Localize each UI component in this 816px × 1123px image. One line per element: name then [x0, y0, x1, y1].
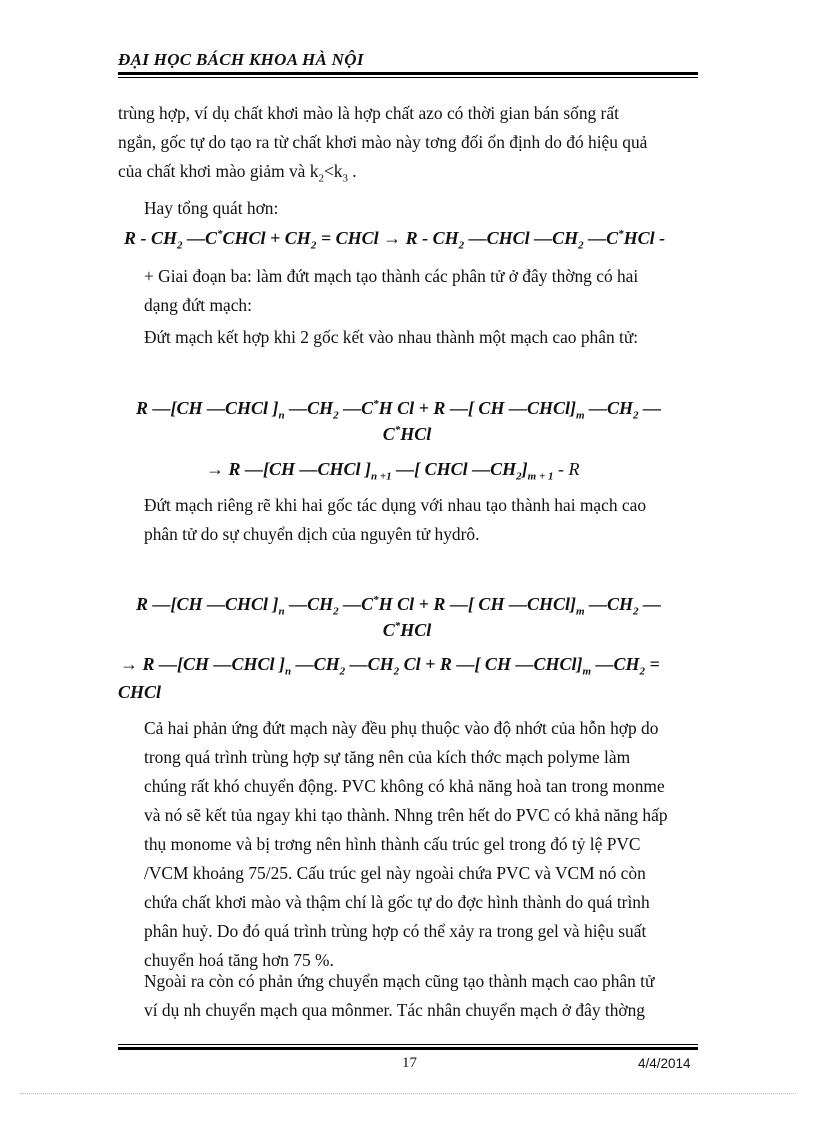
- text-line: Đứt mạch riêng rẽ khi hai gốc tác dụng với nhau tạo thành hai mạch cao: [144, 495, 647, 515]
- text-line: phân tử do sự chuyển dịch của nguyên tử hydrô.: [144, 524, 480, 544]
- paragraph-4: [118, 323, 696, 352]
- text-line: chứa chất khơi mào và thậm chí là gốc tự do đợc hình thành do quá trình: [144, 892, 650, 912]
- equation-4: R —[CH —CHCl ]$_n$ $—CH_2$ —C*H Cl + R —[ CH $—CHCl]_m$ $—CH_2$ —: [136, 594, 662, 618]
- text-line: thụ monome và bị trơng nên hình thành cấu trúc gel trong đó tỷ lệ PVC: [144, 834, 641, 854]
- equation-2: R —[CH —CHCl ]$_n$ $—CH_2$ —C*H Cl + R —[ CH $—CHCl]_m$ $—CH_2$ —: [136, 398, 662, 422]
- page-number: 17: [402, 1055, 417, 1071]
- page-edge-divider: [20, 1093, 796, 1094]
- arrow-icon: →: [206, 459, 224, 479]
- footer-rule-thick: [118, 1047, 698, 1050]
- footer-date: 4/4/2014: [638, 1056, 691, 1071]
- header-rule-thick: [118, 72, 698, 75]
- paragraph-1: [118, 99, 696, 193]
- text-line: trong quá trình trùng hợp sự tăng nên của kích thớc mạch polyme làm: [144, 747, 631, 767]
- header-rule-thin: [118, 77, 698, 78]
- equation-5-line-2: CHCl: [118, 682, 162, 702]
- text-line: Ngoài ra còn có phản ứng chuyển mạch cũng tạo thành mạch cao phân tử: [144, 971, 655, 991]
- text-line: của chất khơi mào giảm và $k_2<k_3$ .: [118, 161, 357, 185]
- text-line: trùng hợp, ví dụ chất khơi mào là hợp chất azo có thời gian bán sống rất: [118, 103, 619, 123]
- text-line: chúng rất khó chuyển động. PVC không có khả năng hoà tan trong monme: [144, 776, 665, 796]
- page-header-title: ĐẠI HỌC BÁCH KHOA HÀ NỘI: [118, 50, 364, 69]
- footer-rule-thin: [118, 1044, 698, 1045]
- paragraph-5: [118, 491, 696, 549]
- arrow-icon: →: [383, 228, 402, 248]
- text-line: phân huỷ. Do đó quá trình trùng hợp có thể xảy ra trong gel và hiệu suất: [144, 921, 647, 941]
- equation-2-line-2: C*HCl: [382, 424, 432, 444]
- text-line: ví dụ nh chuyển mạch qua mônmer. Tác nhân chuyển mạch ở đây thờng: [144, 1000, 646, 1020]
- text-line: chuyển hoá tăng hơn 75 %.: [144, 950, 334, 970]
- paragraph-6: [118, 714, 696, 975]
- arrow-icon: →: [120, 654, 138, 674]
- text-line: + Giai đoạn ba: làm đứt mạch tạo thành các phân tử ở đây thờng có hai: [144, 266, 639, 286]
- paragraph-7: [118, 967, 696, 1025]
- equation-1: R - $CH_2$ —C*CHCl + $CH_2$ = CHCl → R - $CH_2$ —CHCl $—CH_2$ —C*HCl -: [124, 228, 666, 252]
- text-line: và nó sẽ kết tủa ngay khi tạo thành. Nhng trên hết do PVC có khả năng hấp: [144, 805, 668, 825]
- text-line: Cả hai phản ứng đứt mạch này đều phụ thuộc vào độ nhớt của hỗn hợp do: [144, 718, 659, 738]
- equation-3: → R —[CH —CHCl ]$_{n +1}$ —[ CHCl $—CH_2]_{m + 1}$ - R: [206, 459, 580, 483]
- paragraph-3: [118, 262, 696, 320]
- text-line: Hay tổng quát hơn:: [144, 198, 279, 218]
- text-line: Đứt mạch kết hợp khi 2 gốc kết vào nhau thành một mạch cao phân tử:: [144, 327, 639, 347]
- text-line: ngắn, gốc tự do tạo ra từ chất khơi mào này tơng đối ổn định do đó hiệu quả: [118, 132, 648, 152]
- text-line: /VCM khoảng 75/25. Cấu trúc gel này ngoài chứa PVC và VCM nó còn: [144, 863, 646, 883]
- equation-5: → R —[CH —CHCl ]$_n$ $—CH_2$ $—CH_2$ Cl + R —[ CH $—CHCl]_m$ $—CH_2$ =: [120, 654, 660, 678]
- paragraph-2: [118, 194, 696, 223]
- text-line: dạng đứt mạch:: [144, 295, 252, 315]
- equation-4-line-2: C*HCl: [382, 620, 432, 640]
